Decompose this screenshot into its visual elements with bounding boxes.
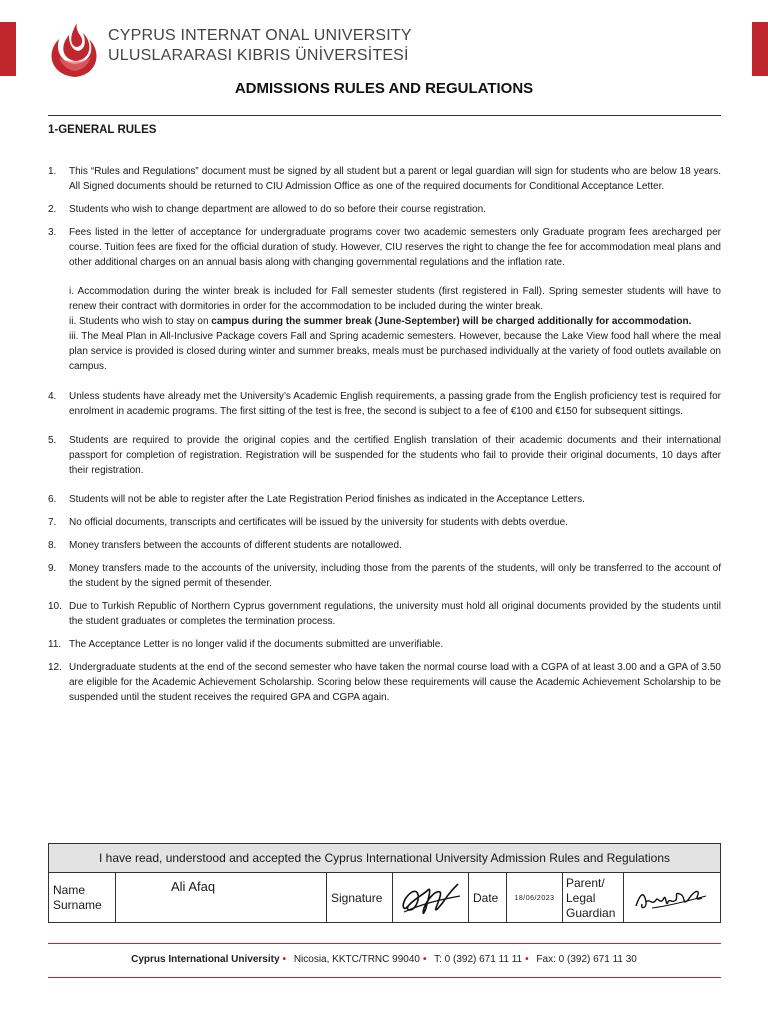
signature-label: Signature bbox=[327, 873, 393, 923]
document-title: ADMISSIONS RULES AND REGULATIONS bbox=[234, 80, 534, 97]
rule-text: Students will not be able to register after the Late Registration Period finishes as indicated in the Acceptance Letters. bbox=[69, 494, 585, 505]
acknowledgement-box bbox=[48, 843, 721, 923]
footer-fax: Fax: 0 (392) 671 11 30 bbox=[536, 954, 637, 965]
rule-subitem-i: i. Accommodation during the winter break is included for Fall semester students (first registered in Fall). Spring semester students will have to renew their contract with dormitories in order for the accommodation to be included during the winter break. bbox=[69, 286, 721, 312]
corner-accent-left bbox=[0, 22, 16, 76]
footer-phone: T: 0 (392) 671 11 11 bbox=[434, 954, 523, 965]
student-signature bbox=[393, 873, 469, 923]
title-divider bbox=[48, 115, 721, 116]
footer-address: Nicosia, KKTC/TRNC 99040 bbox=[293, 954, 420, 965]
rule-item bbox=[48, 599, 721, 629]
date-value: 18/06/2023 bbox=[507, 873, 563, 923]
rule-item bbox=[48, 660, 721, 705]
rule-text: The Acceptance Letter is no longer valid if the documents submitted are unverifiable. bbox=[69, 639, 444, 650]
rule-number: 3. bbox=[48, 227, 57, 238]
rule-item bbox=[48, 515, 721, 530]
rule-item bbox=[48, 202, 721, 217]
rule-number: 1. bbox=[48, 166, 57, 177]
footer: Cyprus International University • Nicosia, KKTC/TRNC 99040 • T: 0 (392) 671 11 11 • Fax: 0 (392) 671 11 30 bbox=[131, 954, 637, 965]
university-name bbox=[108, 26, 412, 66]
rule-item bbox=[48, 164, 721, 194]
rule-item bbox=[48, 389, 721, 419]
signature-row bbox=[49, 873, 720, 923]
rule-text: Due to Turkish Republic of Northern Cyprus government regulations, the university must hold all original documents provided by the students until the student graduates or completes the termination process. bbox=[69, 601, 721, 627]
rule-subitem-ii-bold: campus during the summer break (June-September) will be charged additionally for accommodation. bbox=[211, 316, 692, 327]
name-label: Name Surname bbox=[49, 873, 116, 923]
rule-number: 6. bbox=[48, 494, 57, 505]
date-label: Date bbox=[469, 873, 507, 923]
rule-text: No official documents, transcripts and certificates will be issued by the university for students with debts overdue. bbox=[69, 517, 568, 528]
rule-text: Money transfers between the accounts of different students are notallowed. bbox=[69, 540, 402, 551]
rule-text: Unless students have already met the University’s Academic English requirements, a passing grade from the English proficiency test is required for enrolment in academic programs. The first sitting of the test is free, the second is subject to a fee of €100 and €150 for subsequent sittings. bbox=[69, 391, 721, 417]
rule-number: 12. bbox=[48, 662, 62, 673]
acknowledgement-statement: I have read, understood and accepted the Cyprus International University Admission Rules and Regulations bbox=[49, 844, 720, 873]
rule-text: Undergraduate students at the end of the second semester who have taken the normal course load with a CGPA of at least 3.00 and a GPA of 3.50 are eligible for the Academic Achievement Scholarship. Scoring below these requirements will cause the Academic Achievement Scholarship to be suspended until the student receives the required GPA and CGPA again. bbox=[69, 662, 721, 703]
rule-number: 5. bbox=[48, 435, 57, 446]
rule-text: This “Rules and Regulations” document must be signed by all student but a parent or legal guardian will sign for students who are below 18 years. All Signed documents should be returned to CIU Admission Office as one of the required documents for Conditional Acceptance Letter. bbox=[69, 166, 721, 192]
footer-org: Cyprus International University bbox=[131, 954, 280, 965]
university-name-en: CYPRUS INTERNAT ONAL UNIVERSITY bbox=[108, 27, 412, 44]
rule-item bbox=[48, 492, 721, 507]
rule-number: 8. bbox=[48, 540, 57, 551]
rule-item bbox=[48, 225, 721, 374]
university-name-tr: ULUSLARARASI KIBRIS ÜNİVERSİTESİ bbox=[108, 47, 409, 64]
section-title: 1-GENERAL RULES bbox=[48, 124, 157, 136]
corner-accent-right bbox=[752, 22, 768, 76]
rule-text: Students who wish to change department are allowed to do so before their course registration. bbox=[69, 204, 486, 215]
rule-number: 4. bbox=[48, 391, 57, 402]
rule-number: 11. bbox=[48, 639, 62, 650]
parent-signature bbox=[624, 873, 720, 923]
rule-text: Fees listed in the letter of acceptance for undergraduate programs cover two academic semesters only Graduate program fees arecharged per course. Tuition fees are fixed for the official duration of study. However, CIU reserves the right to change the fee for accommodation meal plans and other additional charges on an annual basis along with changing governmental regulations and the inflation rate. bbox=[69, 227, 721, 268]
parent-guardian-label: Parent/ Legal Guardian bbox=[563, 873, 624, 923]
rule-text: Money transfers made to the accounts of the university, including those from the parents of the students, will only be transferred to the account of the student by the signed permit of thesender. bbox=[69, 563, 721, 589]
rule-item bbox=[48, 637, 721, 652]
rule-text: Students are required to provide the original copies and the certified English translation of their academic documents and their international passport for completion of registration. Registration will be suspended for the students who fail to provide their original documents, 10 days after their registration. bbox=[69, 435, 721, 476]
rule-item bbox=[48, 433, 721, 478]
footer-divider-bottom bbox=[48, 977, 721, 978]
rule-number: 10. bbox=[48, 601, 62, 612]
ciu-flame-logo-icon bbox=[45, 17, 105, 79]
rule-number: 2. bbox=[48, 204, 57, 215]
rule-subitem-ii: ii. Students who wish to stay on campus during the summer break (June-September) will be charged additionally for accommodation. bbox=[69, 316, 692, 327]
rules-list bbox=[48, 164, 721, 713]
name-value: Ali Afaq bbox=[116, 873, 327, 923]
rule-subitem-iii: iii. The Meal Plan in All-Inclusive Package covers Fall and Spring academic semesters. However, because the Lake View food hall where the meal plan service is provided is closed during winter and summer breaks, meals must be purchased individually at the variety of food outlets available on campus. bbox=[69, 331, 721, 372]
rule-number: 9. bbox=[48, 563, 57, 574]
footer-divider-top bbox=[48, 943, 721, 944]
parent-signature-icon bbox=[632, 880, 712, 916]
rule-item bbox=[48, 538, 721, 553]
rule-number: 7. bbox=[48, 517, 57, 528]
student-signature-icon bbox=[398, 878, 464, 918]
rule-item bbox=[48, 561, 721, 591]
